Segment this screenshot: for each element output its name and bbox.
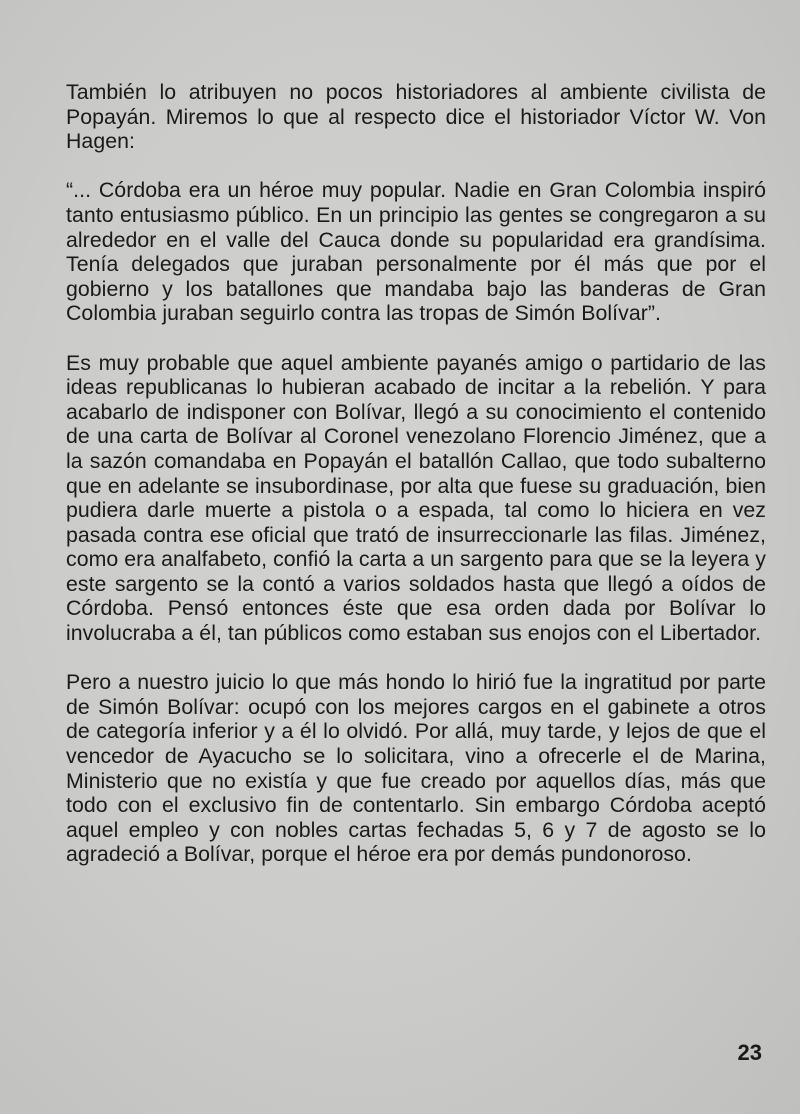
paragraph-intro: También lo atribuyen no pocos historiadores al ambiente civilista de Popayán. Miremos lo que al respecto dice el historiador Víctor W. Von Hagen: [66,80,766,154]
paragraph-letter: Es muy probable que aquel ambiente payanés amigo o partidario de las ideas republicanas lo hubieran acabado de incitar a la rebelión. Y para acabarlo de indisponer con Bolívar, llegó a su conocimiento el contenido de una carta de Bolívar al Coronel venezolano Florencio Jiménez, que a la sazón comandaba en Popayán el batallón Callao, que todo subalterno que en adelante se insubordinase, por alta que fuese su graduación, bien pudiera darle muerte a pistola o a espada, tal como lo hiciera en vez pasada contra ese oficial que trató de insurreccionarle las filas. Jiménez, como era analfabeto, confió la carta a un sargento para que se la leyera y este sargento se la contó a varios soldados hasta que llegó a oídos de Córdoba. Pensó entonces éste que esa orden dada por Bolívar lo involucraba a él, tan públicos como estaban sus enojos con el Libertador. [66,350,766,646]
page-number: 23 [737,1040,762,1065]
paragraph-quote: “... Córdoba era un héroe muy popular. Nadie en Gran Colombia inspiró tanto entusiasmo público. En un principio las gentes se congregaron a su alrededor en el valle del Cauca donde su popularidad era grandísima. Tenía delegados que juraban personalmente por él más que por el gobierno y los batallones que mandaba bajo las banderas de Gran Colombia juraban seguirlo contra las tropas de Simón Bolívar”. [66,178,766,326]
body-text [66,80,766,892]
paragraph-ingratitude: Pero a nuestro juicio lo que más hondo lo hirió fue la ingratitud por parte de Simón Bolívar: ocupó con los mejores cargos en el gabinete a otros de categoría inferior y a él lo olvidó. Por allá, muy tarde, y lejos de que el vencedor de Ayacucho se lo solicitara, vino a ofrecerle el de Marina, Ministerio que no existía y que fue creado por aquellos días, más que todo con el exclusivo fin de contentarlo. Sin embargo Córdoba aceptó aquel empleo y con nobles cartas fechadas 5, 6 y 7 de agosto se lo agradeció a Bolívar, porque el héroe era por demás pundonoroso. [66,670,766,867]
